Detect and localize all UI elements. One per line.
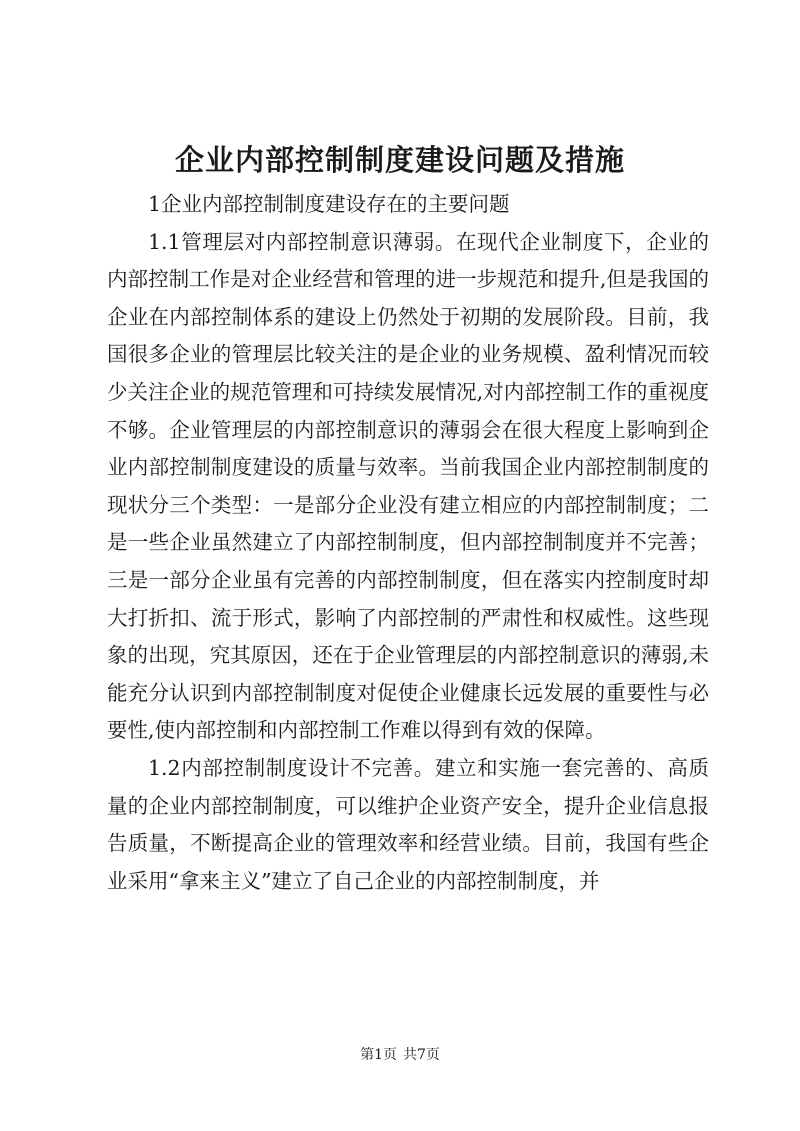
section-heading: 1企业内部控制制度建设存在的主要问题: [148, 192, 510, 216]
document-body: [107, 186, 709, 900]
body-paragraph: 1.2内部控制制度设计不完善。建立和实施一套完善的、高质量的企业内部控制制度，可以维护企业资产安全，提升企业信息报告质量，不断提高企业的管理效率和经营业绩。目前，我国有些企业采用“拿来主义”建立了自己企业的内部控制制度，并: [107, 755, 709, 893]
page-total: 共7页: [403, 1047, 440, 1063]
page-number: 第1页: [360, 1047, 397, 1063]
body-paragraph: 1.1管理层对内部控制意识薄弱。在现代企业制度下，企业的内部控制工作是对企业经营和管理的进一步规范和提升,但是我国的企业在内部控制体系的建设上仍然处于初期的发展阶段。目前，我国很多企业的管理层比较关注的是企业的业务规模、盈利情况而较少关注企业的规范管理和可持续发展情况,对内部控制工作的重视度不够。企业管理层的内部控制意识的薄弱会在很大程度上影响到企业内部控制制度建设的质量与效率。当前我国企业内部控制制度的现状分三个类型：一是部分企业没有建立相应的内部控制制度；二是一些企业虽然建立了内部控制制度，但内部控制制度并不完善；三是一部分企业虽有完善的内部控制制度，但在落实内控制度时却大打折扣、流于形式，影响了内部控制的严肃性和权威性。这些现象的出现，究其原因，还在于企业管理层的内部控制意识的薄弱,未能充分认识到内部控制制度对促使企业健康长远发展的重要性与必要性,使内部控制和内部控制工作难以得到有效的保障。: [107, 229, 709, 743]
page-title: 企业内部控制制度建设问题及措施: [174, 143, 625, 177]
page-footer: [0, 1045, 800, 1065]
